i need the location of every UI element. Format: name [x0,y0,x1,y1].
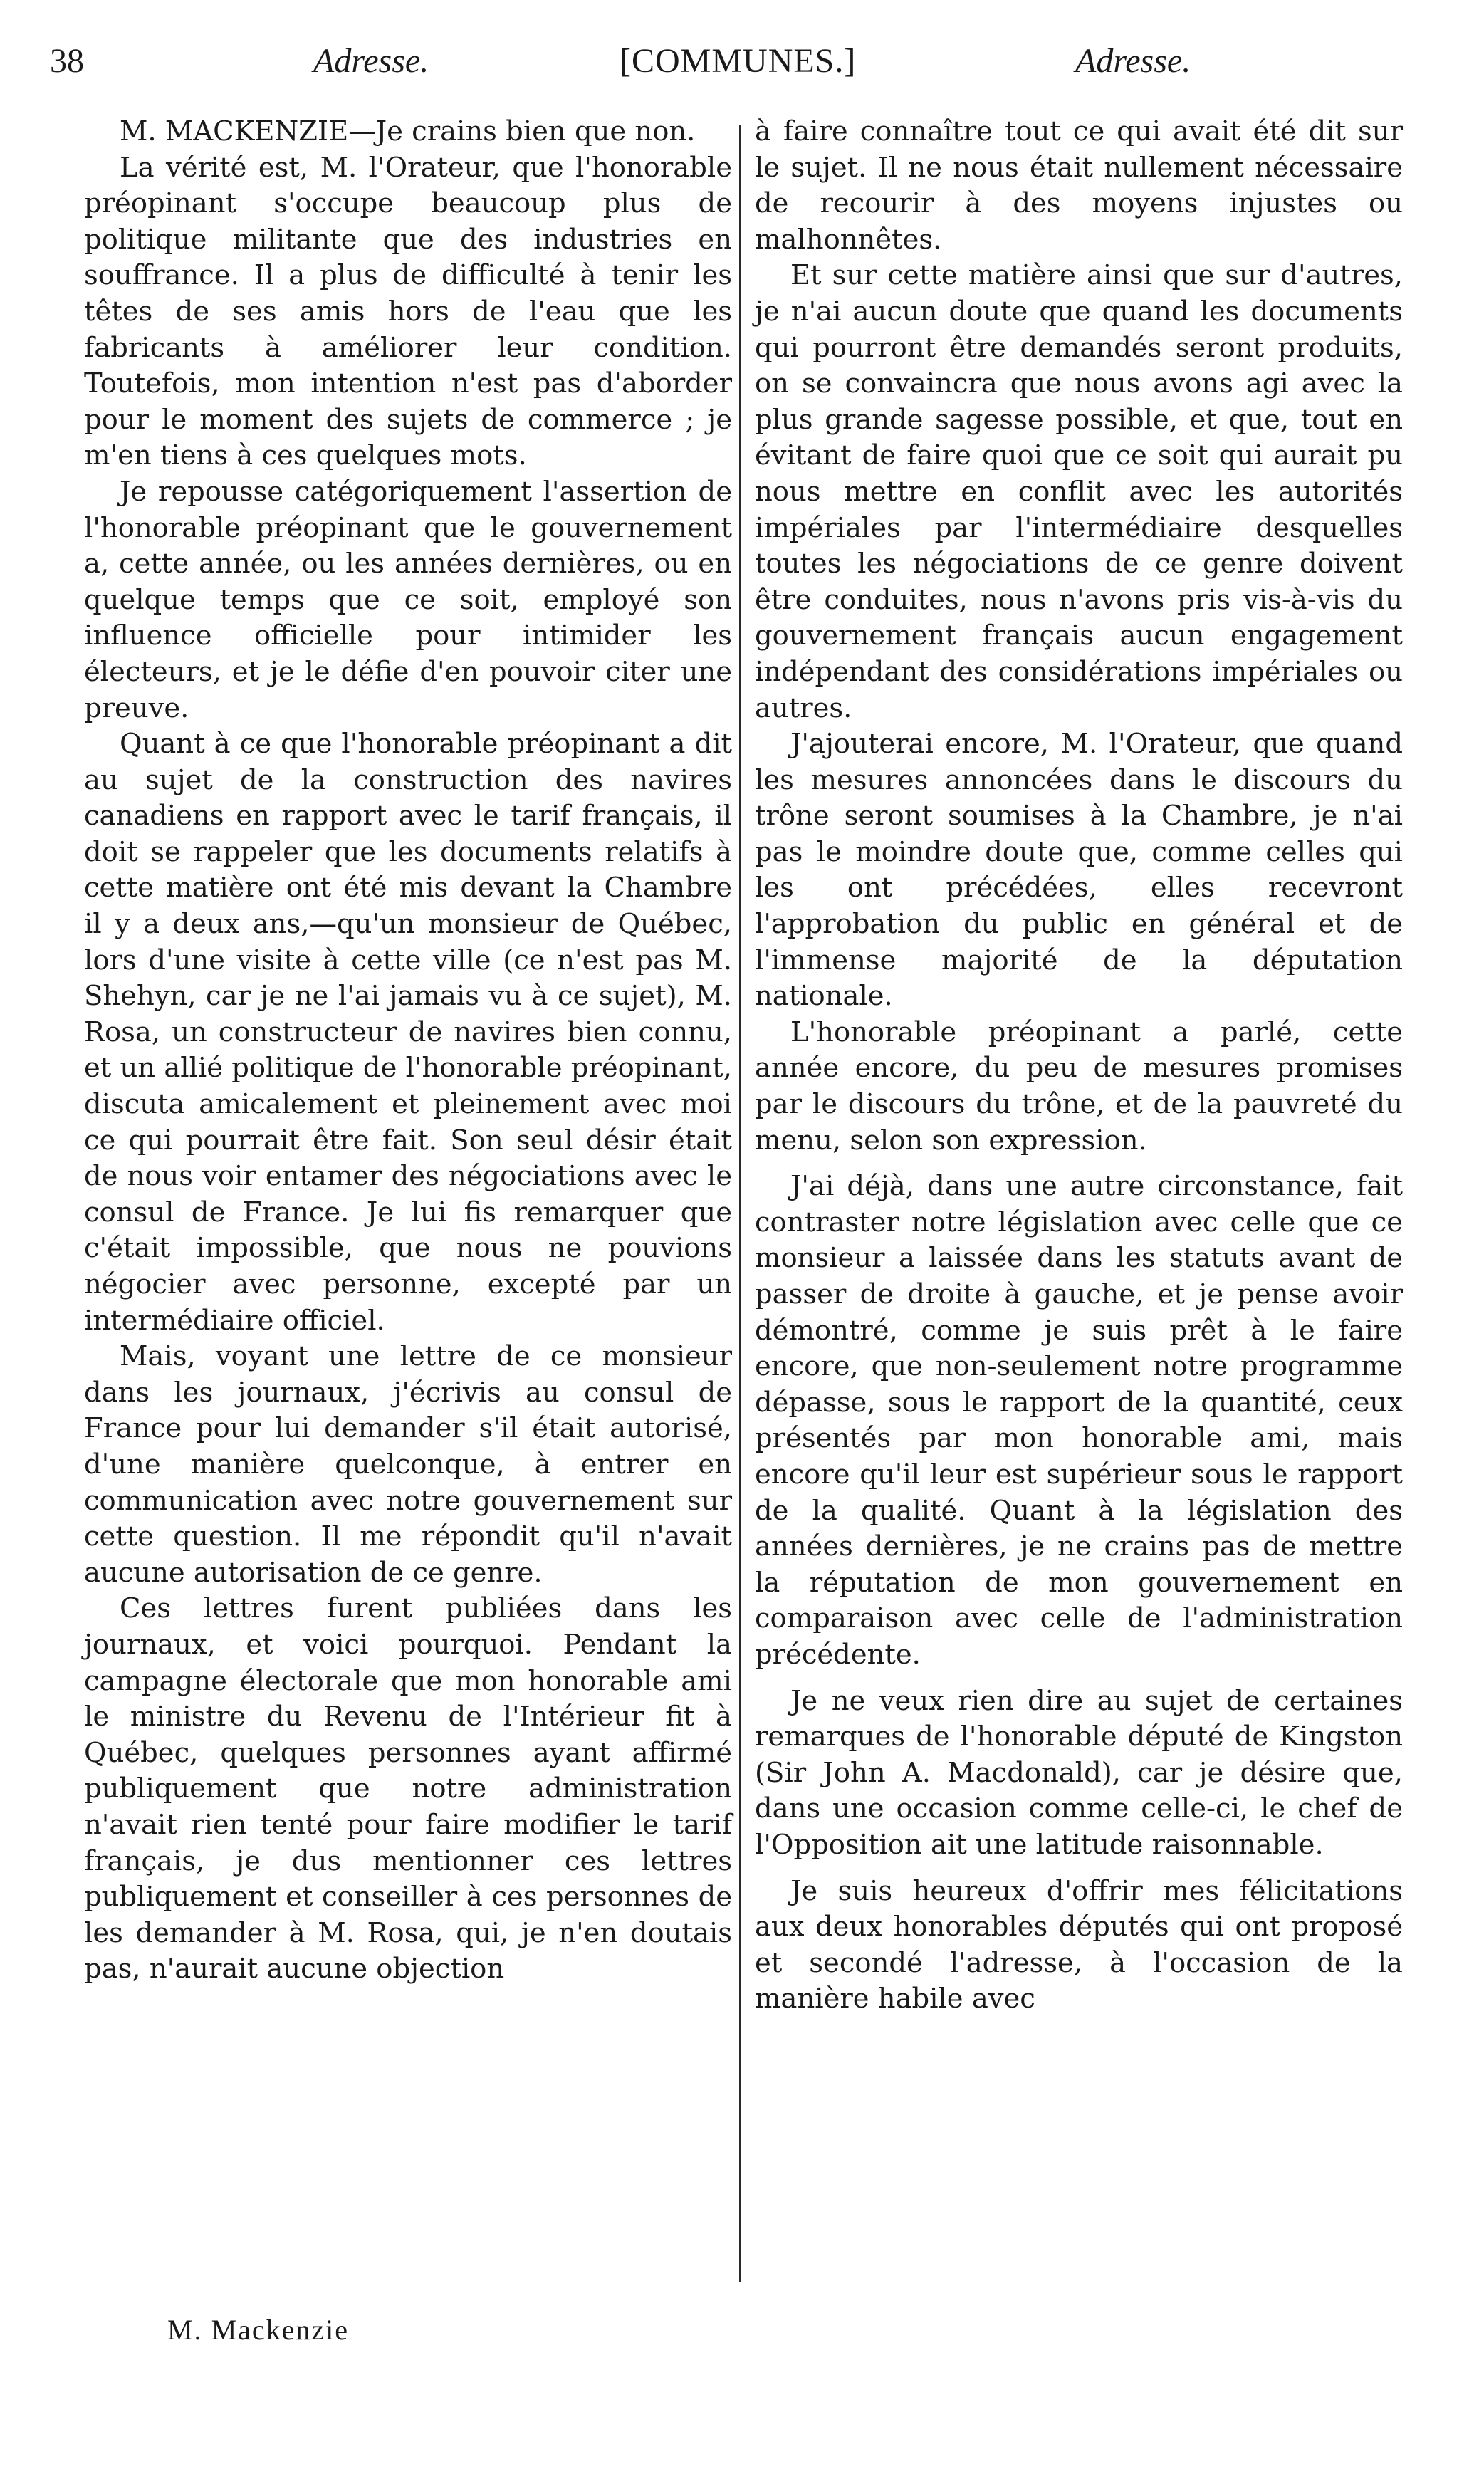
paragraph: M. MACKENZIE—Je crains bien que non. [120,115,696,147]
paragraph: Je ne veux rien dire au sujet de certaines remarques de l'honorable député de Kingston (Sir John A. Macdonald), car je désire que, dans une occasion comme celle-ci, le chef de l'Opposition ait une latitude raisonnable. [755,1684,1403,1861]
column-divider [739,125,741,2282]
page-number: 38 [50,42,84,80]
paragraph: Je repousse catégoriquement l'assertion de l'honorable préopinant que le gouvernement a, cette année, ou les années dernières, ou en quelque temps que ce soit, employé son influence officielle pour intimider les électeurs, et je le défie d'en pouvoir citer une preuve. [84,475,732,724]
paragraph: J'ai déjà, dans une autre circonstance, fait contraster notre législation avec celle que ce monsieur a laissée dans les statuts avant de passer de droite à gauche, et je pense avoir démontré, comme je suis prêt à le faire encore, que non-seulement notre programme dépasse, sous le rapport de la quantité, ceux présentés par mon honorable ami, mais encore qu'il leur est supérieur sous le rapport de la qualité. Quant à la législation des années dernières, je ne crains pas de mettre la réputation de mon gouvernement en comparaison avec celle de l'administration précédente. [755,1170,1403,1671]
running-head-right: Adresse. [1075,42,1191,80]
paragraph: La vérité est, M. l'Orateur, que l'honorable préopinant s'occupe beaucoup plus de politique militante que des industries en souffrance. Il a plus de difficulté à tenir les têtes de ses amis hors de l'eau que les fabricants à améliorer leur condition. Toutefois, mon intention n'est pas d'aborder pour le moment des sujets de commerce ; je m'en tiens à ces quelques mots. [84,151,732,472]
running-head-left: Adresse. [313,42,429,80]
paragraph: Ces lettres furent publiées dans les journaux, et voici pourquoi. Pendant la campagne électorale que mon honorable ami le ministre du Revenu de l'Intérieur fit à Québec, quelques personnes ayant affirmé publiquement que notre administration n'avait rien tenté pour faire modifier le tarif français, je dus mentionner ces lettres publiquement et conseiller à ces personnes de les demander à M. Rosa, qui, je n'en doutais pas, n'aurait aucune objection [84,1592,732,1985]
paragraph: à faire connaître tout ce qui avait été dit sur le sujet. Il ne nous était nullement nécessaire de recourir à des moyens injustes ou malhonnêtes. [755,115,1403,256]
running-head-center: [COMMUNES.] [620,42,857,80]
paragraph: J'ajouterai encore, M. l'Orateur, que quand les mesures annoncées dans le discours du trône seront soumises à la Chambre, je n'ai pas le moindre doute que, comme celles qui les ont précédées, elles recevront l'approbation du public en général et de l'immense majorité de la députation nationale. [755,728,1403,1013]
left-column [84,114,732,1988]
paragraph: Mais, voyant une lettre de ce monsieur dans les journaux, j'écrivis au consul de France pour lui demander s'il était autorisé, d'une manière quelconque, à entrer en communication avec notre gouvernement sur cette question. Il me répondit qu'il n'avait aucune autorisation de ce genre. [84,1340,732,1589]
running-header [50,41,1410,91]
paragraph: Quant à ce que l'honorable préopinant a dit au sujet de la construction des navires canadiens en rapport avec le tarif français, il doit se rappeler que les documents relatifs à cette matière ont été mis devant la Chambre il y a deux ans,—qu'un monsieur de Québec, lors d'une visite à cette ville (ce n'est pas M. Shehyn, car je ne l'ai jamais vu à ce sujet), M. Rosa, un constructeur de navires bien connu, et un allié politique de l'honorable préopinant, discuta amicalement et pleinement avec moi ce qui pourrait être fait. Son seul désir était de nous voir entamer des négociations avec le consul de France. Je lui fis remarquer que c'était impossible, que nous ne pouvions négocier avec personne, excepté par un intermédiaire officiel. [84,728,733,1337]
paragraph: L'honorable préopinant a parlé, cette année encore, du peu de mesures promises par le discours du trône, et de la pauvreté du menu, selon son expression. [755,1016,1403,1157]
paragraph: Je suis heureux d'offrir mes félicitations aux deux honorables députés qui ont proposé et secondé l'adresse, à l'occasion de la manière habile avec [755,1874,1403,2015]
catchword: M. Mackenzie [167,2314,350,2346]
paragraph: Et sur cette matière ainsi que sur d'autres, je n'ai aucun doute que quand les documents qui pourront être demandés seront produits, on se convaincra que nous avons agi avec la plus grande sagesse possible, et que, tout en évitant de faire quoi que ce soit qui aurait pu nous mettre en conflit avec les autorités impériales par l'intermédiaire desquelles toutes les négociations de ce genre doivent être conduites, nous n'avons pris vis-à-vis du gouvernement français aucun engagement indépendant des considérations impériales ou autres. [755,259,1403,724]
right-column [755,114,1403,2018]
